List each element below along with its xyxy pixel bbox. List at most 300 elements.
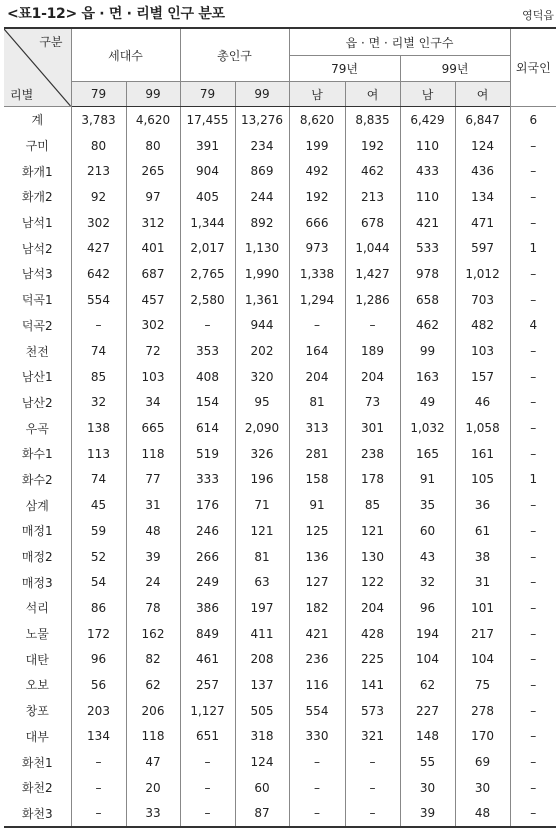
value-cell: 56 [71, 672, 126, 698]
value-cell: 32 [400, 569, 455, 595]
value-cell: 408 [180, 364, 235, 390]
village-name-cell: 매정3 [21, 575, 53, 590]
value-cell: 62 [126, 672, 180, 698]
value-cell: 471 [455, 210, 510, 236]
value-cell: 6,847 [455, 107, 510, 133]
village-name-cell: 계 [31, 113, 44, 128]
value-cell: 2,017 [180, 235, 235, 261]
value-cell: – [510, 698, 556, 724]
value-cell: – [510, 518, 556, 544]
value-cell: – [345, 313, 400, 339]
value-cell: 35 [400, 492, 455, 518]
value-cell: 213 [71, 158, 126, 184]
village-name-cell: 화천3 [4, 801, 71, 828]
value-cell: 33 [126, 801, 180, 828]
value-cell: 73 [345, 390, 400, 416]
value-cell: 614 [180, 415, 235, 441]
table-row [4, 364, 556, 390]
table-body [4, 107, 556, 828]
value-cell: 113 [71, 441, 126, 467]
value-cell: 869 [235, 158, 289, 184]
value-cell: 204 [289, 364, 345, 390]
value-cell: 141 [345, 672, 400, 698]
value-cell: 321 [345, 724, 400, 750]
value-cell: 1,127 [180, 698, 235, 724]
value-cell: 124 [235, 749, 289, 775]
value-cell: 60 [235, 775, 289, 801]
value-cell: 462 [345, 158, 400, 184]
value-cell: 154 [180, 390, 235, 416]
value-cell: 91 [400, 467, 455, 493]
value-cell: – [510, 801, 556, 828]
value-cell: – [510, 569, 556, 595]
value-cell: 165 [400, 441, 455, 467]
value-cell: 87 [235, 801, 289, 828]
value-cell: 81 [235, 544, 289, 570]
value-cell: 81 [289, 390, 345, 416]
value-cell: 72 [126, 338, 180, 364]
village-name-cell: 덕곡1 [21, 293, 53, 308]
value-cell: 31 [455, 569, 510, 595]
table-row [4, 724, 556, 750]
value-cell: – [180, 313, 235, 339]
value-cell: – [510, 338, 556, 364]
village-name-cell: 남산2 [21, 395, 53, 410]
value-cell: – [510, 390, 556, 416]
value-cell: 203 [71, 698, 126, 724]
value-cell: – [510, 133, 556, 159]
value-cell: 249 [180, 569, 235, 595]
value-cell: 162 [126, 621, 180, 647]
value-cell: 597 [455, 235, 510, 261]
village-name-cell: 화개1 [21, 164, 53, 179]
village-name-cell: 화천2 [21, 781, 53, 796]
table-row [4, 646, 556, 672]
value-cell: 80 [71, 133, 126, 159]
value-cell: – [71, 749, 126, 775]
table-row [4, 133, 556, 159]
value-cell: – [510, 287, 556, 313]
table-row [4, 338, 556, 364]
value-cell: 703 [455, 287, 510, 313]
value-cell: 130 [345, 544, 400, 570]
table-row [4, 801, 556, 828]
value-cell: 411 [235, 621, 289, 647]
value-cell: 178 [345, 467, 400, 493]
value-cell: 302 [71, 210, 126, 236]
table-row [4, 621, 556, 647]
value-cell: 157 [455, 364, 510, 390]
value-cell: 554 [289, 698, 345, 724]
value-cell: 192 [345, 133, 400, 159]
value-cell: 3,783 [71, 107, 126, 133]
value-cell: 266 [180, 544, 235, 570]
value-cell: 492 [289, 158, 345, 184]
value-cell: 182 [289, 595, 345, 621]
value-cell: 234 [235, 133, 289, 159]
value-cell: – [510, 595, 556, 621]
value-cell: 197 [235, 595, 289, 621]
value-cell: 428 [345, 621, 400, 647]
value-cell: 213 [345, 184, 400, 210]
value-cell: 4 [510, 313, 556, 339]
value-cell: – [180, 801, 235, 828]
table-row [4, 775, 556, 801]
value-cell: 71 [235, 492, 289, 518]
value-cell: 104 [455, 646, 510, 672]
value-cell: – [510, 210, 556, 236]
value-cell: 78 [126, 595, 180, 621]
value-cell: 1,361 [235, 287, 289, 313]
value-cell: 192 [289, 184, 345, 210]
value-cell: – [71, 775, 126, 801]
value-cell: 1,286 [345, 287, 400, 313]
value-cell: 1,012 [455, 261, 510, 287]
table-row [4, 518, 556, 544]
table-row [4, 107, 556, 133]
value-cell: – [71, 801, 126, 828]
value-cell: 482 [455, 313, 510, 339]
value-cell: 849 [180, 621, 235, 647]
value-cell: 32 [71, 390, 126, 416]
value-cell: 60 [400, 518, 455, 544]
value-cell: 244 [235, 184, 289, 210]
value-cell: 238 [345, 441, 400, 467]
value-cell: 533 [400, 235, 455, 261]
value-cell: 110 [400, 184, 455, 210]
value-cell: 62 [400, 672, 455, 698]
corner-top-label: 구분 [39, 35, 63, 49]
value-cell: 54 [71, 569, 126, 595]
value-cell: 301 [345, 415, 400, 441]
value-cell: 110 [400, 133, 455, 159]
value-cell: 134 [455, 184, 510, 210]
value-cell: 401 [126, 235, 180, 261]
table-row [4, 390, 556, 416]
value-cell: 125 [289, 518, 345, 544]
village-name-cell: 대부 [25, 729, 49, 744]
value-cell: 122 [345, 569, 400, 595]
value-cell: 227 [400, 698, 455, 724]
value-cell: – [289, 313, 345, 339]
value-cell: 457 [126, 287, 180, 313]
value-cell: 34 [126, 390, 180, 416]
value-cell: 2,090 [235, 415, 289, 441]
value-cell: 312 [126, 210, 180, 236]
table-row [4, 569, 556, 595]
value-cell: 2,580 [180, 287, 235, 313]
value-cell: 95 [235, 390, 289, 416]
value-cell: 74 [71, 467, 126, 493]
by-sex-header: 읍 · 면 · 리별 인구수 [289, 28, 510, 56]
value-cell: – [510, 441, 556, 467]
foreigners-header: 외국인 [510, 28, 556, 107]
value-cell: 1 [510, 467, 556, 493]
value-cell: 353 [180, 338, 235, 364]
value-cell: 77 [126, 467, 180, 493]
village-name-cell: 화수1 [21, 447, 53, 462]
value-cell: 678 [345, 210, 400, 236]
value-cell: 189 [345, 338, 400, 364]
value-cell: – [510, 724, 556, 750]
value-cell: 246 [180, 518, 235, 544]
value-cell: 61 [455, 518, 510, 544]
value-cell: 278 [455, 698, 510, 724]
value-cell: 208 [235, 646, 289, 672]
value-cell: – [345, 775, 400, 801]
value-cell: 121 [345, 518, 400, 544]
value-cell: 63 [235, 569, 289, 595]
value-cell: 666 [289, 210, 345, 236]
households-79-header: 79 [71, 82, 126, 107]
village-name-cell: 화수2 [21, 472, 53, 487]
table-title: <표1-12> 읍 · 면 · 리별 인구 분포 [7, 6, 225, 22]
value-cell: 31 [126, 492, 180, 518]
table-row [4, 698, 556, 724]
value-cell: 204 [345, 364, 400, 390]
value-cell: – [510, 158, 556, 184]
value-cell: 105 [455, 467, 510, 493]
value-cell: 134 [71, 724, 126, 750]
value-cell: 97 [126, 184, 180, 210]
village-name-cell: 덕곡2 [21, 318, 53, 333]
value-cell: 944 [235, 313, 289, 339]
value-cell: 265 [126, 158, 180, 184]
value-cell: 103 [126, 364, 180, 390]
value-cell: 92 [71, 184, 126, 210]
value-cell: 86 [71, 595, 126, 621]
table-row [4, 235, 556, 261]
table-row [4, 158, 556, 184]
village-name-cell: 남석2 [21, 241, 53, 256]
value-cell: – [510, 646, 556, 672]
value-cell: 665 [126, 415, 180, 441]
value-cell: 24 [126, 569, 180, 595]
value-cell: 6,429 [400, 107, 455, 133]
value-cell: 158 [289, 467, 345, 493]
value-cell: 172 [71, 621, 126, 647]
value-cell: 391 [180, 133, 235, 159]
value-cell: 48 [126, 518, 180, 544]
value-cell: 47 [126, 749, 180, 775]
value-cell: – [510, 415, 556, 441]
value-cell: 52 [71, 544, 126, 570]
village-name-cell: 창포 [25, 704, 49, 719]
value-cell: 257 [180, 672, 235, 698]
value-cell: 75 [455, 672, 510, 698]
table-row [4, 595, 556, 621]
value-cell: – [510, 672, 556, 698]
value-cell: 1,990 [235, 261, 289, 287]
value-cell: 136 [289, 544, 345, 570]
value-cell: 4,620 [126, 107, 180, 133]
value-cell: 642 [71, 261, 126, 287]
value-cell: 161 [455, 441, 510, 467]
value-cell: – [71, 313, 126, 339]
total-pop-99-header: 99 [235, 82, 289, 107]
value-cell: 199 [289, 133, 345, 159]
value-cell: 1,058 [455, 415, 510, 441]
value-cell: 85 [71, 364, 126, 390]
value-cell: 421 [289, 621, 345, 647]
value-cell: 658 [400, 287, 455, 313]
value-cell: 127 [289, 569, 345, 595]
value-cell: 461 [180, 646, 235, 672]
value-cell: 519 [180, 441, 235, 467]
value-cell: 118 [126, 724, 180, 750]
value-cell: 427 [71, 235, 126, 261]
value-cell: 1,338 [289, 261, 345, 287]
value-cell: 386 [180, 595, 235, 621]
value-cell: 99 [400, 338, 455, 364]
value-cell: – [289, 775, 345, 801]
value-cell: 405 [180, 184, 235, 210]
value-cell: 333 [180, 467, 235, 493]
table-row [4, 749, 556, 775]
village-name-cell: 오보 [25, 678, 49, 693]
value-cell: – [510, 364, 556, 390]
value-cell: 217 [455, 621, 510, 647]
value-cell: 48 [455, 801, 510, 828]
value-cell: 505 [235, 698, 289, 724]
value-cell: 462 [400, 313, 455, 339]
value-cell: 20 [126, 775, 180, 801]
value-cell: 326 [235, 441, 289, 467]
village-name-cell: 화천1 [21, 755, 53, 770]
value-cell: 1,130 [235, 235, 289, 261]
value-cell: 170 [455, 724, 510, 750]
table-row [4, 210, 556, 236]
value-cell: 433 [400, 158, 455, 184]
village-name-cell: 천전 [25, 344, 49, 359]
value-cell: – [510, 261, 556, 287]
table-row [4, 261, 556, 287]
value-cell: 194 [400, 621, 455, 647]
value-cell: 101 [455, 595, 510, 621]
value-cell: 38 [455, 544, 510, 570]
value-cell: 59 [71, 518, 126, 544]
total-pop-79-header: 79 [180, 82, 235, 107]
value-cell: 330 [289, 724, 345, 750]
value-cell: 69 [455, 749, 510, 775]
value-cell: – [180, 775, 235, 801]
value-cell: – [289, 801, 345, 828]
female-99-header: 여 [455, 82, 510, 107]
value-cell: 1,427 [345, 261, 400, 287]
value-cell: – [510, 544, 556, 570]
households-99-header: 99 [126, 82, 180, 107]
value-cell: – [289, 749, 345, 775]
village-name-cell: 매정1 [21, 524, 53, 539]
value-cell: 320 [235, 364, 289, 390]
value-cell: 118 [126, 441, 180, 467]
value-cell: 687 [126, 261, 180, 287]
table-row [4, 184, 556, 210]
village-name-cell: 매정2 [21, 550, 53, 565]
value-cell: 8,835 [345, 107, 400, 133]
male-99-header: 남 [400, 82, 455, 107]
table-row [4, 313, 556, 339]
value-cell: 45 [71, 492, 126, 518]
value-cell: 46 [455, 390, 510, 416]
value-cell: 91 [289, 492, 345, 518]
value-cell: 96 [71, 646, 126, 672]
village-name-cell: 남산1 [21, 370, 53, 385]
households-header: 세대수 [71, 28, 180, 82]
value-cell: 176 [180, 492, 235, 518]
village-name-cell: 삼계 [25, 498, 49, 513]
value-cell: 2,765 [180, 261, 235, 287]
value-cell: 202 [235, 338, 289, 364]
value-cell: 85 [345, 492, 400, 518]
value-cell: 164 [289, 338, 345, 364]
village-name-cell: 석리 [25, 601, 49, 616]
value-cell: 236 [289, 646, 345, 672]
value-cell: 225 [345, 646, 400, 672]
table-row [4, 441, 556, 467]
value-cell: – [345, 801, 400, 828]
value-cell: 103 [455, 338, 510, 364]
value-cell: – [510, 749, 556, 775]
table-row [4, 415, 556, 441]
village-name-cell: 구미 [25, 139, 49, 154]
female-79-header: 여 [345, 82, 400, 107]
value-cell: 313 [289, 415, 345, 441]
value-cell: 973 [289, 235, 345, 261]
value-cell: 892 [235, 210, 289, 236]
male-79-header: 남 [289, 82, 345, 107]
value-cell: 39 [400, 801, 455, 828]
value-cell: 196 [235, 467, 289, 493]
place-label: 영덕읍 [522, 9, 554, 22]
corner-header [4, 28, 71, 107]
village-name-cell: 우곡 [25, 421, 49, 436]
value-cell: – [510, 184, 556, 210]
corner-bottom-label: 리별 [10, 88, 34, 102]
value-cell: 421 [400, 210, 455, 236]
value-cell: – [510, 775, 556, 801]
value-cell: 436 [455, 158, 510, 184]
value-cell: 13,276 [235, 107, 289, 133]
value-cell: 137 [235, 672, 289, 698]
table-row [4, 492, 556, 518]
year99-header: 99년 [400, 56, 510, 82]
village-name-cell: 노물 [25, 627, 49, 642]
table-row [4, 544, 556, 570]
value-cell: 116 [289, 672, 345, 698]
value-cell: 1,344 [180, 210, 235, 236]
year79-header: 79년 [289, 56, 400, 82]
value-cell: 30 [400, 775, 455, 801]
table-row [4, 467, 556, 493]
value-cell: 281 [289, 441, 345, 467]
value-cell: 82 [126, 646, 180, 672]
value-cell: 302 [126, 313, 180, 339]
value-cell: 8,620 [289, 107, 345, 133]
value-cell: 39 [126, 544, 180, 570]
value-cell: 573 [345, 698, 400, 724]
value-cell: 978 [400, 261, 455, 287]
value-cell: 96 [400, 595, 455, 621]
value-cell: 554 [71, 287, 126, 313]
value-cell: 30 [455, 775, 510, 801]
table-row [4, 287, 556, 313]
value-cell: 43 [400, 544, 455, 570]
value-cell: 651 [180, 724, 235, 750]
value-cell: 74 [71, 338, 126, 364]
value-cell: 124 [455, 133, 510, 159]
value-cell: 17,455 [180, 107, 235, 133]
